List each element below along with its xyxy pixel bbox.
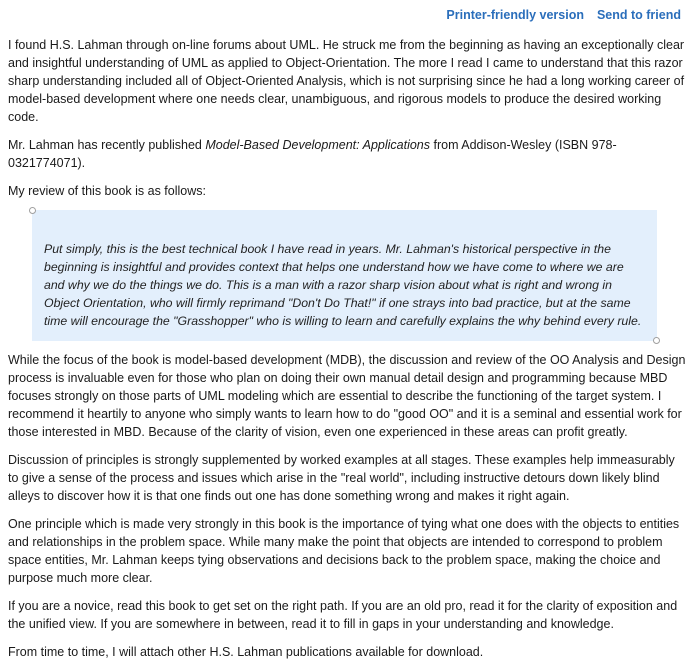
- publication-text-after: from Addison-Wesley (ISBN 978-0321774071).: [8, 138, 617, 170]
- send-to-friend-link[interactable]: Send to friend: [596, 8, 681, 22]
- book-title: Model-Based Development: Applications: [205, 138, 431, 152]
- paragraph-principle: One principle which is made very strongly in this book is the importance of tying what one does with the objects to entities and relationships in the problem space. While many make the point that objects are intended to correspond to problem space entities, Mr. Lahman keeps tying observations and decisions back to the problem space, making the choice and purpose much more clear.: [8, 517, 680, 585]
- printer-friendly-link[interactable]: Printer-friendly version: [446, 8, 584, 22]
- resize-handle-bottom-right[interactable]: [653, 337, 660, 344]
- review-quote: Put simply, this is the best technical book I have read in years. Mr. Lahman's historical perspective in the beginning is insightful and provides context that helps one understand how we have come to where we are and why we do the things we do. This is a man with a razor sharp vision about what is right and wrong in Object Orientation, who will firmly reprimand "Don't Do That!" if one strays into bad practice, but at the same time will encourage the "Grasshopper" who is willing to learn and carefully explains the why behind every rule.: [32, 210, 657, 341]
- paragraph-closing: From time to time, I will attach other H.S. Lahman publications available for download.: [8, 645, 484, 659]
- article-links: [446, 6, 681, 24]
- paragraph-focus: While the focus of the book is model-based development (MDB), the discussion and review of the OO Analysis and Design process is invaluable even for those who plan on doing their own manual detail design and programming because MBD focuses strongly on those parts of UML modeling which are essential to describe the functioning of the target system. I recommend it heartily to anyone who simply wants to learn how to do "good OO" and it is a seminal and essential work for those interested in MBD. Because of the clarity of vision, even one experienced in these areas can profit greatly.: [8, 353, 686, 439]
- paragraph-examples: Discussion of principles is strongly supplemented by worked examples at all stages. These examples help immeasurably to give a sense of the process and issues which arise in the "real world", including instructive detours down likely blind alleys to discover how it is that one finds out one has done something wrong and makes it right again.: [8, 453, 675, 503]
- paragraph-intro: I found H.S. Lahman through on-line forums about UML. He struck me from the beginning as having an exceptionally clear and insightful understanding of UML as applied to Object-Orientation. The more I read I came to understand that this razor sharp understanding included all of Object-Oriented Analysis, which is not surprising since he had a long working career of model-based development where one needs clear, unambiguous, and rigorous models to produce the desired working code.: [8, 38, 685, 124]
- paragraph-publication: [8, 136, 688, 172]
- article-body: [8, 36, 688, 671]
- resize-handle-top-left[interactable]: [29, 207, 36, 214]
- review-quote-container: [32, 210, 657, 341]
- paragraph-review-intro: My review of this book is as follows:: [8, 184, 206, 198]
- paragraph-recommendation: If you are a novice, read this book to get set on the right path. If you are an old pro, read it for the clarity of exposition and the unified view. If you are somewhere in between, read it to fill in gaps in your understanding and knowledge.: [8, 599, 678, 631]
- publication-text-before: Mr. Lahman has recently published: [8, 138, 206, 152]
